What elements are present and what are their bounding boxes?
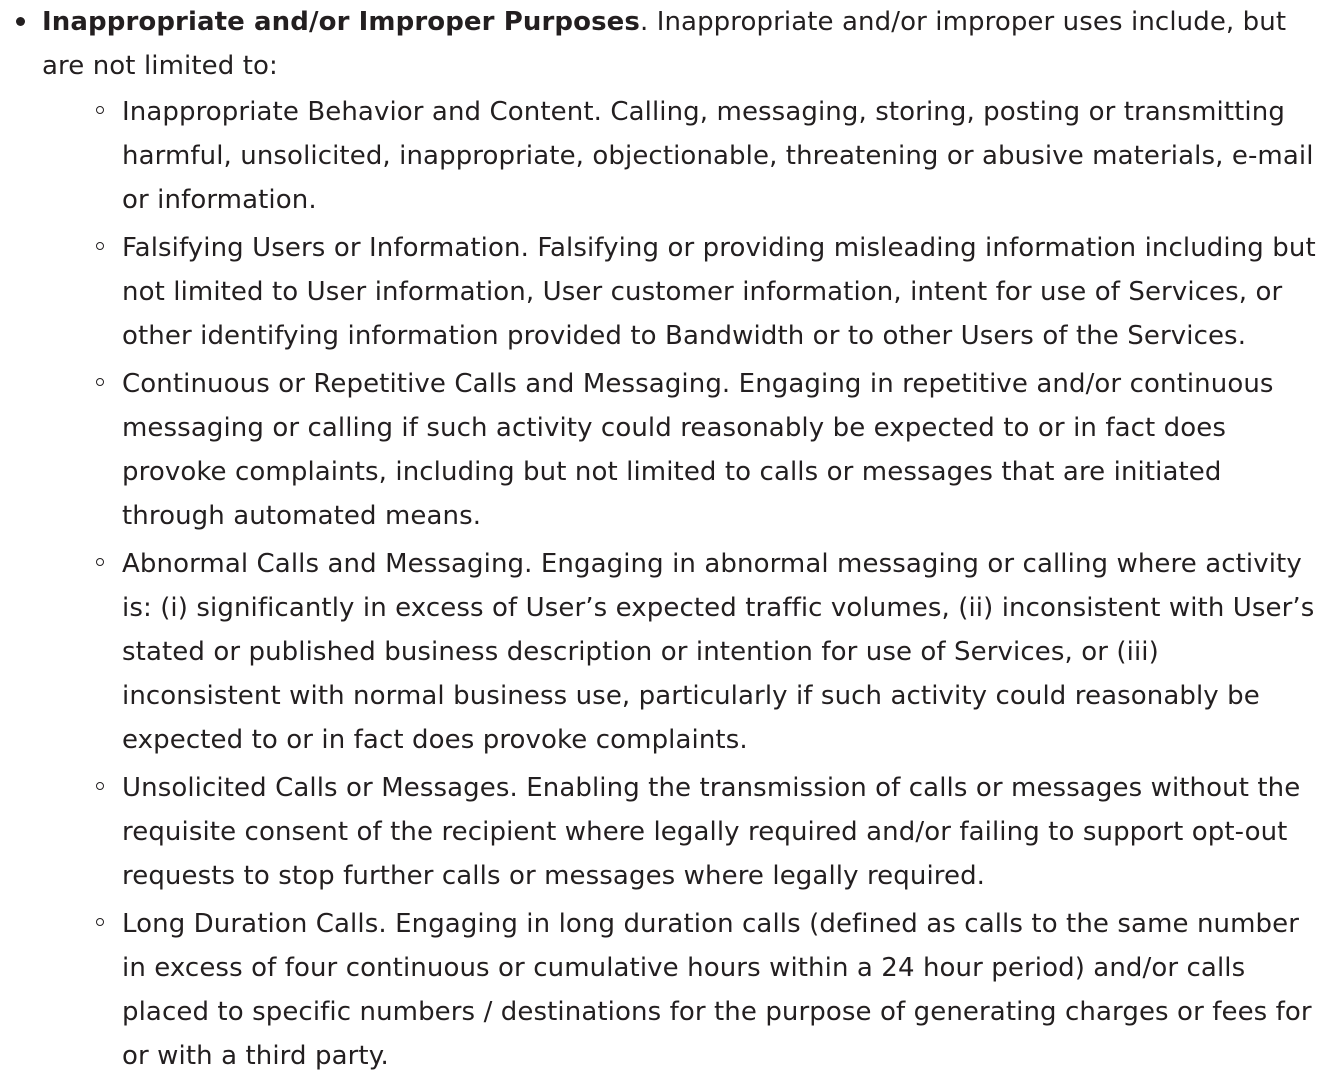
- list-item: [122, 902, 1318, 1078]
- disc-bullet-icon: [16, 17, 25, 26]
- policy-section-improper-purposes: [42, 0, 1318, 1078]
- section-lead-label: Inappropriate and/or Improper Purposes: [42, 7, 640, 37]
- circle-bullet-icon: [96, 106, 104, 114]
- list-item-text: Abnormal Calls and Messaging. Engaging in abnormal messaging or calling where activity is: (i) significantly in excess of User’s expected traffic volumes, (ii) inconsistent with User’s stated or published business description or intention for use of Services, or (iii) inconsistent with normal business use, particularly if such activity could reasonably be expected to or in fact does provoke complaints.: [122, 549, 1315, 755]
- circle-bullet-icon: [96, 378, 104, 386]
- list-item-text: Continuous or Repetitive Calls and Messaging. Engaging in repetitive and/or continuous messaging or calling if such activity could reasonably be expected to or in fact does provoke complaints, including but not limited to calls or messages that are initiated through automated means.: [122, 369, 1274, 531]
- sub-item-list: [42, 90, 1318, 1078]
- circle-bullet-icon: [96, 782, 104, 790]
- list-item-text: Inappropriate Behavior and Content. Calling, messaging, storing, posting or transmitting harmful, unsolicited, inappropriate, objectionable, threatening or abusive materials, e-mail or information.: [122, 97, 1314, 215]
- list-item-text: Long Duration Calls. Engaging in long duration calls (defined as calls to the same number in excess of four continuous or cumulative hours within a 24 hour period) and/or calls placed to specific numbers / destinations for the purpose of generating charges or fees for or with a third party.: [122, 909, 1312, 1071]
- list-item-text: Unsolicited Calls or Messages. Enabling the transmission of calls or messages without the requisite consent of the recipient where legally required and/or failing to support opt-out requests to stop further calls or messages where legally required.: [122, 773, 1301, 891]
- circle-bullet-icon: [96, 242, 104, 250]
- list-item: [122, 542, 1318, 762]
- list-item-text: Falsifying Users or Information. Falsifying or providing misleading information including but not limited to User information, User customer information, intent for use of Services, or other identifying information provided to Bandwidth or to other Users of the Services.: [122, 233, 1316, 351]
- circle-bullet-icon: [96, 918, 104, 926]
- list-item: [122, 766, 1318, 898]
- list-item: [122, 226, 1318, 358]
- section-lead-text: . Inappropriate and/or improper uses include, but are not limited to:: [42, 7, 1287, 81]
- list-item: [122, 90, 1318, 222]
- policy-list: [42, 0, 1318, 1082]
- list-item: [122, 362, 1318, 538]
- circle-bullet-icon: [96, 558, 104, 566]
